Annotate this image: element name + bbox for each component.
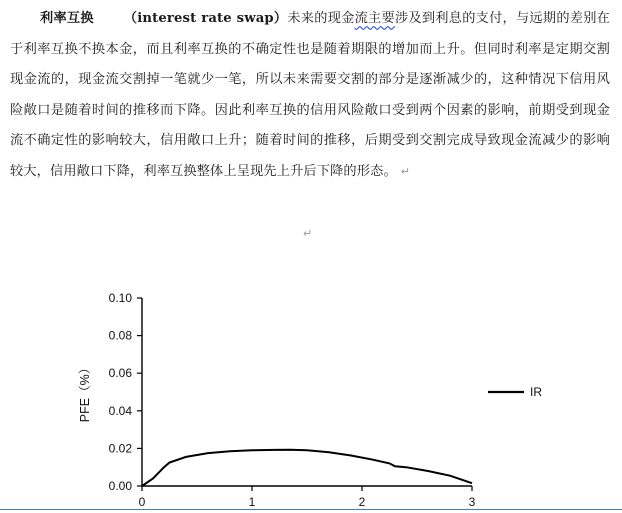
paragraph-text-rest: 涉及到利息的支付，与远期的差别在于利率互换不换本金，而且利率互换的不确定性也是随着期限的增加而上升。但同时利率是定期交割现金流的，现金流交割掉一笔就少一笔，所以未来需要交割的部分是逐渐减少的，这种情况下信用风险敞口是随着时间的推移而下降。因此利率互换的信用风险敞口受到两个因素的影响，前期受到现金流不确定性的影响较大，信用敞口上升；随着时间的推移，后期受到交割完成导致现金流减少的影响较大，信用敞口下降，利率互换整体上呈现先上升后下降的形态。 xyxy=(10,11,610,179)
y-axis-title: PFE（%） xyxy=(78,361,92,423)
y-tick-label: 0.00 xyxy=(108,479,132,493)
x-tick-label: 2 xyxy=(358,495,366,509)
paragraph-mark-icon: ↵ xyxy=(400,164,411,178)
x-tick-label: 0 xyxy=(138,495,146,509)
spellcheck-underlined-text: 流主要 xyxy=(354,11,395,26)
legend-label: IR xyxy=(530,385,542,399)
y-tick-label: 0.10 xyxy=(108,291,132,305)
series-line-ir xyxy=(142,450,472,486)
pfe-chart-svg xyxy=(0,250,622,513)
blank-line-paragraph-mark-icon: ↵ xyxy=(303,227,313,240)
y-tick-label: 0.06 xyxy=(108,366,132,381)
paragraph xyxy=(10,0,610,187)
lead-term-english: （interest rate swap） xyxy=(123,11,288,26)
y-tick-label: 0.04 xyxy=(108,403,132,418)
x-tick-label: 3 xyxy=(468,495,476,509)
pfe-chart xyxy=(0,250,622,513)
lead-term: 利率互换 xyxy=(40,11,94,26)
document-body xyxy=(10,0,610,187)
y-tick-label: 0.08 xyxy=(108,328,132,343)
paragraph-text-start: 未来的现金 xyxy=(287,11,355,26)
x-tick-label: 1 xyxy=(248,495,256,509)
y-tick-label: 0.02 xyxy=(108,441,132,456)
page-bottom-rule xyxy=(0,509,622,510)
